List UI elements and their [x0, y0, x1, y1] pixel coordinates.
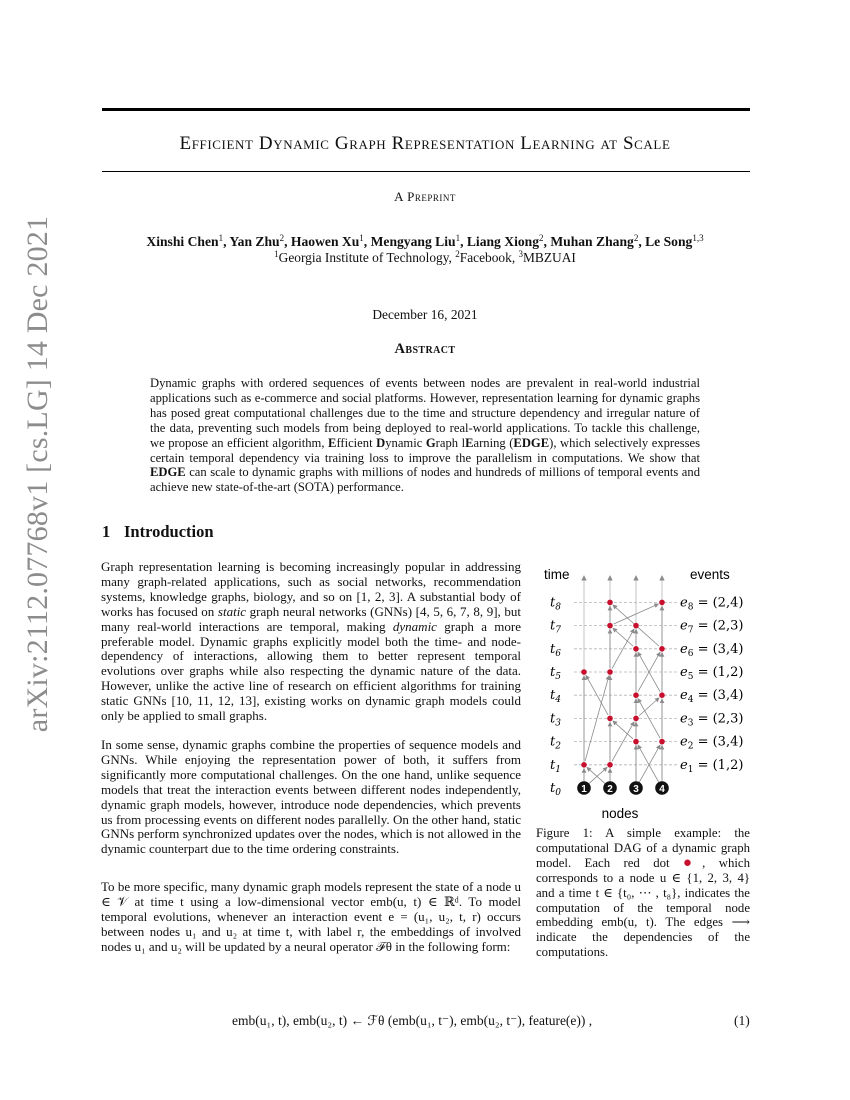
intro-paragraph-2: In some sense, dynamic graphs combine the properties of sequence models and GNNs. While enjoying the representation power of both, it suffers from significantly more computational challenges. On the one hand, unlike sequence models that treat the interaction events between different nodes independently, dynamic graph models, however, introduce node dependencies, which prevents us from processing events on different nodes parallelly. On the other hand, static GNNs perform synchronized updates over the nodes, which is not allowed in the dynamic counterpart due to the time ordering constraints. [101, 737, 521, 857]
author-name: Yan Zhu$^2$ [229, 233, 285, 249]
embedding-dot [607, 716, 613, 722]
dependency-edge [613, 628, 633, 646]
embedding-dot [659, 692, 665, 698]
author-affiliation-mark: 1,3 [692, 233, 704, 243]
time-tick-label: $t_5$ [550, 665, 561, 682]
author-affiliation-mark: 1 [359, 233, 364, 243]
embedding-dot [581, 669, 587, 675]
embedding-dot [607, 762, 613, 768]
figure-caption: Figure 1: A simple example: the computational DAG of a dynamic graph model. Each red dot ●, which corresponds to a node u ∈ {1, 2, 3, 4} and a time t ∈ {t₀, ⋯ , t₈}, indicates the computation of the temporal node embedding emb(u, t). The edges ⟶ indicate the dependencies of the computations. [536, 826, 750, 960]
nodes-axis-label: nodes [601, 806, 639, 821]
embedding-dot [581, 762, 587, 768]
affiliation: $^1$Georgia Institute of Technology [274, 249, 449, 265]
affiliation-list: $^1$Georgia Institute of Technology, $^2$Facebook, $^3$MBZUAI [274, 249, 576, 265]
time-tick-label: $t_0$ [550, 781, 561, 798]
title-bottom-rule [102, 171, 750, 172]
dependency-edge [613, 721, 633, 739]
equation-1: emb(u₁, t), emb(u₂, t) ← ℱθ (emb(u₁, t⁻), emb(u₂, t⁻), feature(e)) , [232, 1013, 593, 1028]
embedding-dot [659, 600, 665, 606]
time-tick-label: $t_6$ [550, 641, 561, 659]
abstract-heading: Abstract [394, 341, 456, 357]
embedding-dot [633, 623, 639, 629]
event-label: $e_1 = (1,2)$ [680, 757, 744, 775]
embedding-dot [633, 739, 639, 745]
event-label: $e_3 = (2,3)$ [680, 711, 744, 729]
event-label: $e_6 = (3,4)$ [680, 641, 744, 659]
events-label: events [690, 567, 730, 582]
top-rule [102, 108, 750, 111]
author-affiliation-mark: 2 [539, 233, 544, 243]
time-axis-label: time [544, 567, 570, 582]
author-name: Muhan Zhang$^2$ [550, 233, 639, 249]
node-label: 1 [581, 784, 587, 795]
author-name: Mengyang Liu$^1$ [370, 233, 461, 249]
event-label: $e_4 = (3,4)$ [680, 688, 744, 706]
embedding-dot [607, 600, 613, 606]
affiliation: $^3$MBZUAI [518, 249, 576, 265]
figure-dynamic-graph-dag [530, 560, 750, 822]
section-heading [102, 522, 214, 542]
author-name: Liang Xiong$^2$ [466, 233, 544, 249]
embedding-dot [659, 739, 665, 745]
time-tick-label: $t_2$ [550, 734, 561, 752]
publication-date: December 16, 2021 [372, 307, 478, 322]
abstract-text: Dynamic graphs with ordered sequences of events between nodes are prevalent in real-world industrial applications such as e-commerce and social platforms. However, representation learning for dynamic graphs has posed great computational challenges due to the time and structure dependency and irregular nature of the data, preventing such models from being deployed to real-world applications. To tackle this challenge, we propose an efficient algorithm, Efficient Dynamic Graph lEarning (EDGE), which selectively expresses certain temporal dependency via training loss to improve the parallelism in computations. We show that EDGE can scale to dynamic graphs with millions of nodes and hundreds of millions of temporal events and achieve new state-of-the-art (SOTA) performance. [150, 376, 700, 495]
author-affiliation-mark: 1 [218, 233, 224, 243]
embedding-dot [607, 623, 613, 629]
author-affiliation-mark: 2 [633, 233, 639, 243]
embedding-dot [633, 692, 639, 698]
embedding-dot [633, 646, 639, 652]
event-label: $e_5 = (1,2)$ [680, 665, 744, 682]
author-affiliation-mark: 1 [455, 233, 461, 243]
intro-paragraph-3: To be more specific, many dynamic graph models represent the state of a node u ∈ 𝒱 at time t using a low-dimensional vector emb(u, t) ∈ ℝᵈ. To model temporal evolutions, whenever an interaction event e = (u₁, u₂, t, r) occurs between nodes u₁ and u₂ at time t, with label r, the embeddings of involved nodes u₁ and u₂ will be updated by a neural operator ℱθ in the following form: [101, 879, 521, 954]
node-label: 3 [633, 784, 639, 795]
dependency-edge [639, 698, 659, 716]
author-name: Le Song$^{1,3}$ [645, 233, 704, 249]
time-tick-label: $t_8$ [550, 595, 561, 613]
event-label: $e_7 = (2,3)$ [680, 618, 744, 636]
embedding-dot [659, 646, 665, 652]
event-label: $e_2 = (3,4)$ [680, 734, 744, 752]
event-label: $e_8 = (2,4)$ [680, 595, 744, 613]
intro-paragraph-1: Graph representation learning is becoming increasingly popular in addressing many graph-related applications, such as social networks, recommendation systems, knowledge graphs, biology, and so on [1, 2, 3]. A substantial body of works has focused on static graph neural networks (GNNs) [4, 5, 6, 7, 8, 9], but many real-world interactions are temporal, making dynamic graph a more preferable model. Dynamic graphs explicitly model both the time- and node-dependency of interactions, allowing them to better represent temporal evolutions over graphs while also respecting the dynamic nature of the data. However, unlike the active line of research on efficient algorithms for training static GNNs [10, 11, 12, 13], existing works on dynamic graph models could only be applied to small graphs. [101, 559, 521, 724]
node-label: 4 [659, 784, 665, 795]
node-label: 2 [607, 784, 613, 795]
time-tick-label: $t_7$ [550, 618, 561, 636]
author-name: Haowen Xu$^1$ [290, 233, 364, 249]
author-list: Xinshi Chen$^1$, Yan Zhu$^2$, Haowen Xu$^1$, Mengyang Liu$^1$, Liang Xiong$^2$, Muhan Zhang$^2$, Le Song$^{1,3}$ [146, 233, 704, 249]
arxiv-stamp: arXiv:2112.07768v1 [cs.LG] 14 Dec 2021 [21, 215, 54, 733]
paper-title: Efficient Dynamic Graph Representation Learning at Scale [179, 133, 671, 154]
embedding-dot [633, 716, 639, 722]
time-tick-label: $t_4$ [550, 688, 561, 706]
embedding-dot [607, 669, 613, 675]
section-title: Introduction [124, 522, 214, 541]
affiliation: $^2$Facebook [455, 249, 512, 265]
section-number: 1 [102, 522, 111, 541]
red-dot-icon: ● [682, 854, 703, 871]
equation-number: (1) [734, 1013, 750, 1028]
time-tick-label: $t_3$ [550, 711, 561, 729]
dag-diagram [530, 560, 750, 822]
author-affiliation-mark: 2 [279, 233, 285, 243]
time-tick-label: $t_1$ [550, 757, 561, 775]
author-name: Xinshi Chen$^1$ [146, 233, 224, 249]
preprint-label: A Preprint [394, 189, 456, 204]
